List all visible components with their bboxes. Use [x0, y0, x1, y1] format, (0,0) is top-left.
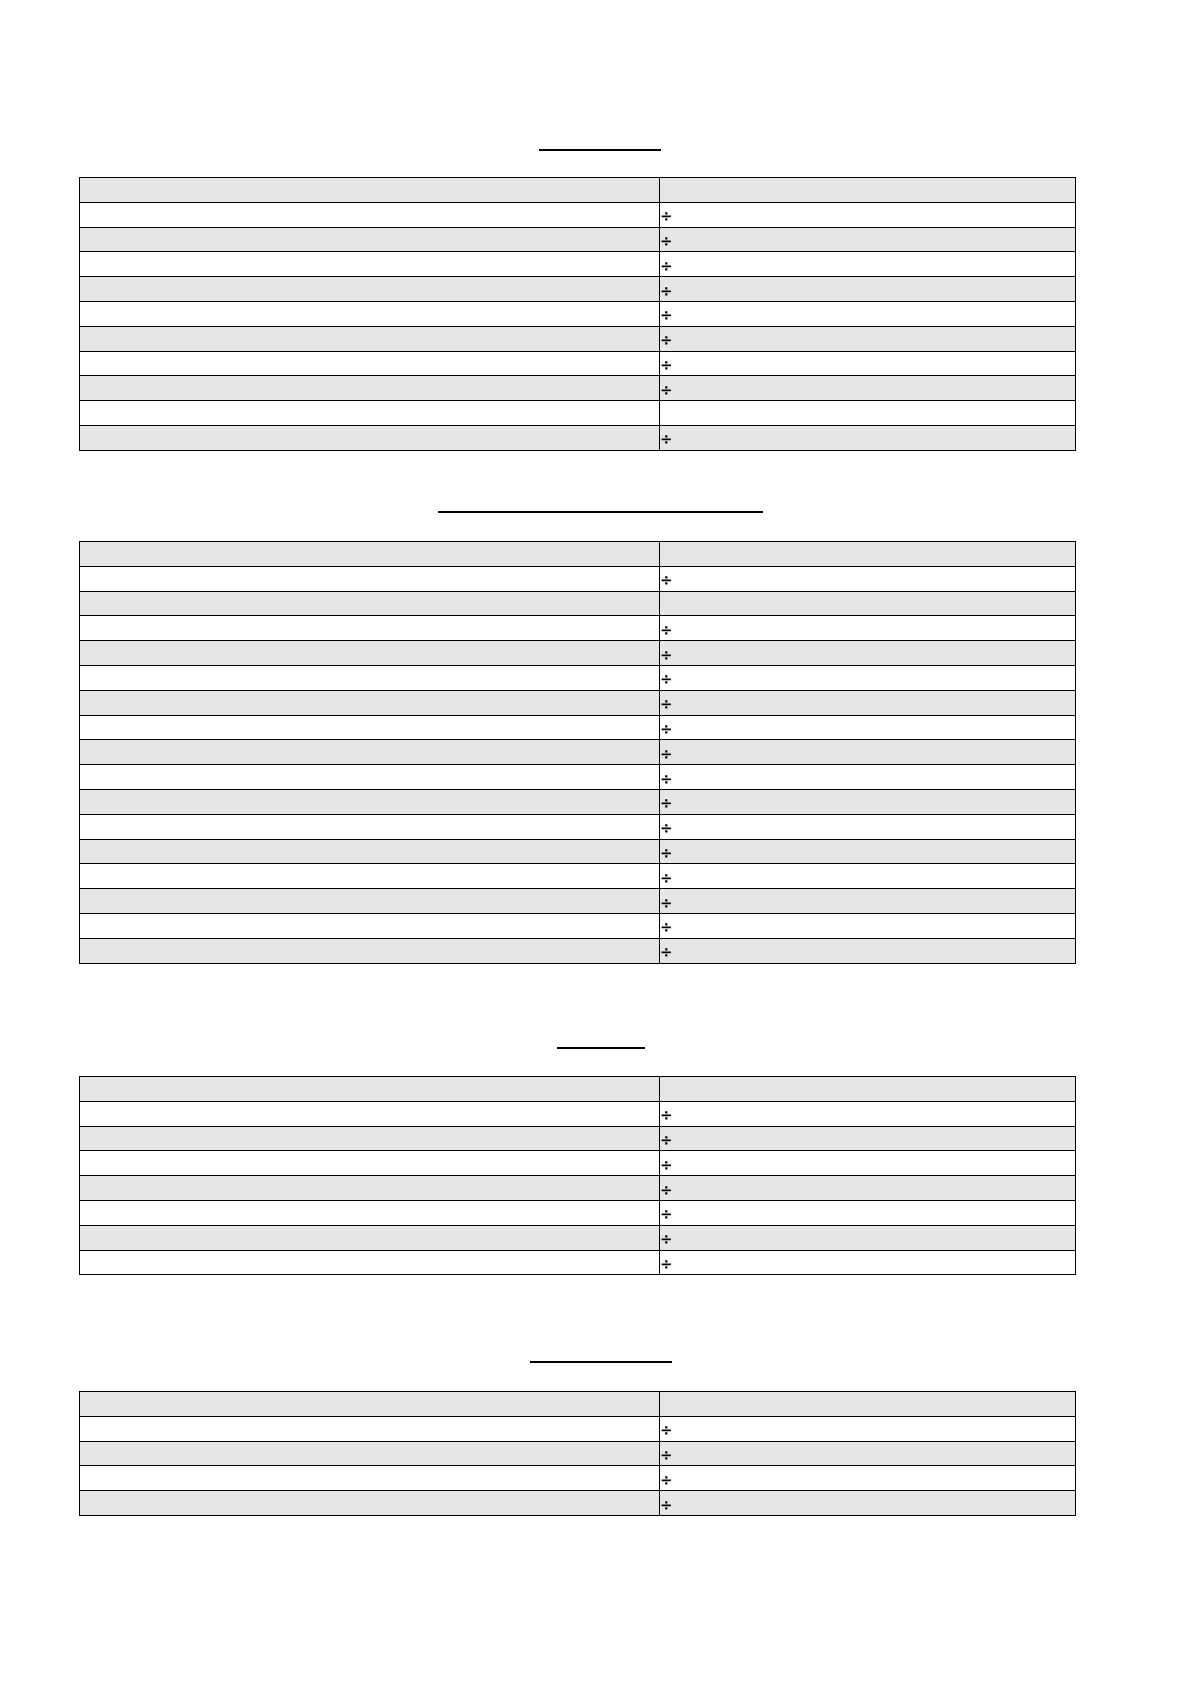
- divide-sign-icon: ÷: [660, 1254, 673, 1273]
- divide-sign-icon: ÷: [660, 1106, 673, 1125]
- divide-sign-icon: ÷: [660, 943, 673, 962]
- table-row: [80, 1126, 1076, 1151]
- value-cell: [660, 326, 1076, 351]
- table-row: [80, 351, 1076, 376]
- table-row: [80, 1416, 1076, 1441]
- divide-sign-icon: ÷: [660, 1205, 673, 1224]
- divide-sign-icon: ÷: [660, 281, 673, 300]
- label-cell: [80, 1200, 660, 1225]
- label-cell: [80, 591, 660, 616]
- section-3-title-underline: [557, 1047, 645, 1049]
- table-row: [80, 566, 1076, 591]
- label-cell: [80, 1101, 660, 1126]
- label-cell: [80, 326, 660, 351]
- label-cell: [80, 1416, 660, 1441]
- value-cell: [660, 1392, 1076, 1417]
- value-cell: [660, 277, 1076, 302]
- label-cell: [80, 425, 660, 450]
- label-cell: [80, 542, 660, 567]
- divide-sign-icon: ÷: [660, 355, 673, 374]
- section-1-table: [79, 177, 1076, 451]
- divide-sign-icon: ÷: [660, 1230, 673, 1249]
- table-header-row: [80, 178, 1076, 203]
- table-row: [80, 401, 1076, 426]
- divide-sign-icon: ÷: [660, 256, 673, 275]
- label-cell: [80, 1176, 660, 1201]
- section-4-table: [79, 1391, 1076, 1516]
- table-row: [80, 715, 1076, 740]
- table-row: [80, 277, 1076, 302]
- label-cell: [80, 351, 660, 376]
- value-cell: [660, 1200, 1076, 1225]
- value-cell: [660, 889, 1076, 914]
- divide-sign-icon: ÷: [660, 893, 673, 912]
- value-cell: [660, 301, 1076, 326]
- table-row: [80, 1250, 1076, 1275]
- table-row: [80, 1491, 1076, 1516]
- label-cell: [80, 227, 660, 252]
- value-cell: [660, 1225, 1076, 1250]
- label-cell: [80, 665, 660, 690]
- value-cell: [660, 1077, 1076, 1102]
- value-cell: [660, 1126, 1076, 1151]
- table-row: [80, 326, 1076, 351]
- label-cell: [80, 740, 660, 765]
- value-cell: [660, 690, 1076, 715]
- divide-sign-icon: ÷: [660, 670, 673, 689]
- value-cell: [660, 401, 1076, 426]
- value-cell: [660, 789, 1076, 814]
- value-cell: [660, 566, 1076, 591]
- label-cell: [80, 715, 660, 740]
- label-cell: [80, 864, 660, 889]
- label-cell: [80, 938, 660, 963]
- value-cell: [660, 938, 1076, 963]
- divide-sign-icon: ÷: [660, 918, 673, 937]
- value-cell: [660, 1101, 1076, 1126]
- value-cell: [660, 1151, 1076, 1176]
- divide-sign-icon: ÷: [660, 1445, 673, 1464]
- table-row: [80, 1200, 1076, 1225]
- value-cell: [660, 715, 1076, 740]
- label-cell: [80, 277, 660, 302]
- divide-sign-icon: ÷: [660, 843, 673, 862]
- label-cell: [80, 641, 660, 666]
- label-cell: [80, 1441, 660, 1466]
- label-cell: [80, 301, 660, 326]
- divide-sign-icon: ÷: [660, 1180, 673, 1199]
- table-row: [80, 1101, 1076, 1126]
- divide-sign-icon: ÷: [660, 430, 673, 449]
- value-cell: [660, 252, 1076, 277]
- label-cell: [80, 1491, 660, 1516]
- value-cell: [660, 864, 1076, 889]
- label-cell: [80, 839, 660, 864]
- divide-sign-icon: ÷: [660, 207, 673, 226]
- table-row: [80, 789, 1076, 814]
- table-row: [80, 740, 1076, 765]
- table-row: [80, 913, 1076, 938]
- table-row: [80, 814, 1076, 839]
- table-row: [80, 301, 1076, 326]
- label-cell: [80, 401, 660, 426]
- value-cell: [660, 839, 1076, 864]
- divide-sign-icon: ÷: [660, 645, 673, 664]
- value-cell: [660, 425, 1076, 450]
- label-cell: [80, 1126, 660, 1151]
- table-row: [80, 665, 1076, 690]
- value-cell: [660, 376, 1076, 401]
- table-row: [80, 864, 1076, 889]
- divide-sign-icon: ÷: [660, 769, 673, 788]
- section-1-title-underline: [539, 149, 661, 151]
- divide-sign-icon: ÷: [660, 868, 673, 887]
- table-row: [80, 1225, 1076, 1250]
- label-cell: [80, 1077, 660, 1102]
- label-cell: [80, 765, 660, 790]
- value-cell: [660, 1491, 1076, 1516]
- divide-sign-icon: ÷: [660, 1495, 673, 1514]
- value-cell: [660, 765, 1076, 790]
- value-cell: [660, 227, 1076, 252]
- divide-sign-icon: ÷: [660, 744, 673, 763]
- divide-sign-icon: ÷: [660, 306, 673, 325]
- table-row: [80, 938, 1076, 963]
- label-cell: [80, 376, 660, 401]
- table-row: [80, 1466, 1076, 1491]
- value-cell: [660, 616, 1076, 641]
- label-cell: [80, 202, 660, 227]
- value-cell: [660, 665, 1076, 690]
- divide-sign-icon: ÷: [660, 331, 673, 350]
- section-3-table: [79, 1076, 1076, 1275]
- divide-sign-icon: ÷: [660, 231, 673, 250]
- table-row: [80, 1176, 1076, 1201]
- label-cell: [80, 814, 660, 839]
- label-cell: [80, 889, 660, 914]
- label-cell: [80, 1151, 660, 1176]
- table-row: [80, 616, 1076, 641]
- divide-sign-icon: ÷: [660, 1155, 673, 1174]
- divide-sign-icon: ÷: [660, 620, 673, 639]
- divide-sign-icon: ÷: [660, 794, 673, 813]
- value-cell: [660, 1441, 1076, 1466]
- table-row: [80, 641, 1076, 666]
- value-cell: [660, 814, 1076, 839]
- table-row: [80, 1151, 1076, 1176]
- table-row: [80, 765, 1076, 790]
- value-cell: [660, 591, 1076, 616]
- label-cell: [80, 1392, 660, 1417]
- table-row: [80, 202, 1076, 227]
- value-cell: [660, 1416, 1076, 1441]
- divide-sign-icon: ÷: [660, 571, 673, 590]
- table-row: [80, 839, 1076, 864]
- value-cell: [660, 542, 1076, 567]
- table-row: [80, 1441, 1076, 1466]
- divide-sign-icon: ÷: [660, 1130, 673, 1149]
- value-cell: [660, 351, 1076, 376]
- table-header-row: [80, 542, 1076, 567]
- value-cell: [660, 202, 1076, 227]
- table-row: [80, 252, 1076, 277]
- value-cell: [660, 641, 1076, 666]
- label-cell: [80, 178, 660, 203]
- label-cell: [80, 913, 660, 938]
- value-cell: [660, 178, 1076, 203]
- label-cell: [80, 566, 660, 591]
- table-row: [80, 227, 1076, 252]
- label-cell: [80, 690, 660, 715]
- value-cell: [660, 740, 1076, 765]
- label-cell: [80, 252, 660, 277]
- section-4-title-underline: [530, 1361, 672, 1363]
- table-row: [80, 591, 1076, 616]
- value-cell: [660, 1176, 1076, 1201]
- label-cell: [80, 616, 660, 641]
- section-2-table: [79, 541, 1076, 964]
- divide-sign-icon: ÷: [660, 380, 673, 399]
- value-cell: [660, 913, 1076, 938]
- divide-sign-icon: ÷: [660, 1421, 673, 1440]
- table-row: [80, 889, 1076, 914]
- table-row: [80, 376, 1076, 401]
- table-row: [80, 425, 1076, 450]
- value-cell: [660, 1466, 1076, 1491]
- section-2-title-underline: [438, 511, 763, 513]
- label-cell: [80, 789, 660, 814]
- value-cell: [660, 1250, 1076, 1275]
- label-cell: [80, 1225, 660, 1250]
- table-header-row: [80, 1077, 1076, 1102]
- table-row: [80, 690, 1076, 715]
- label-cell: [80, 1250, 660, 1275]
- table-header-row: [80, 1392, 1076, 1417]
- label-cell: [80, 1466, 660, 1491]
- divide-sign-icon: ÷: [660, 695, 673, 714]
- divide-sign-icon: ÷: [660, 819, 673, 838]
- divide-sign-icon: ÷: [660, 719, 673, 738]
- divide-sign-icon: ÷: [660, 1470, 673, 1489]
